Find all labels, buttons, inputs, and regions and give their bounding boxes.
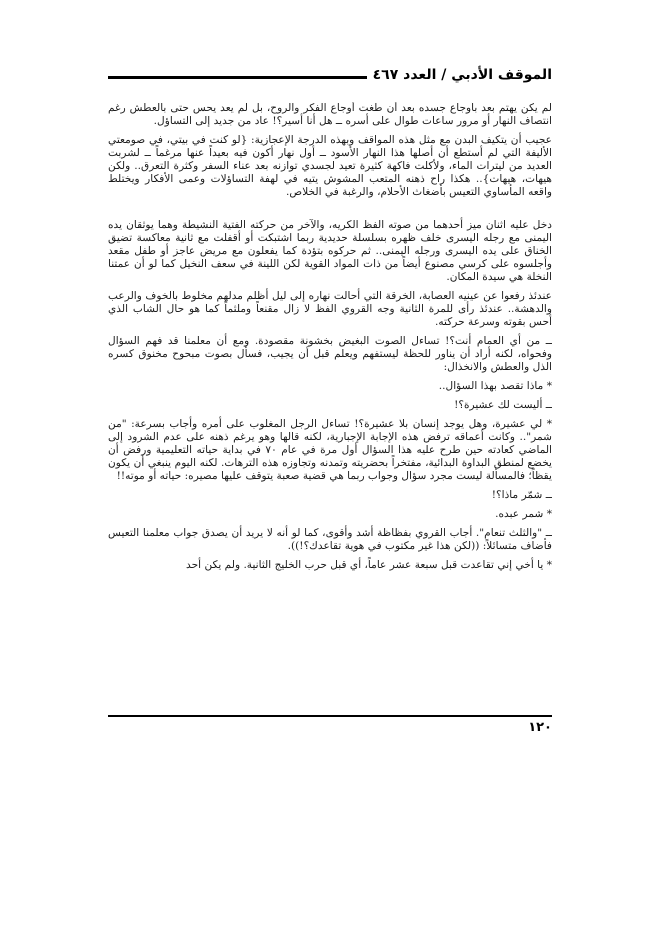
- dialogue-line: * يا أخي إني تقاعدت قبل سبعة عشر عاماً، أي قبل حرب الخليج الثانية. ولم يكن أحد: [186, 559, 552, 571]
- article-body: [108, 102, 552, 702]
- running-header: [108, 64, 552, 86]
- footer-rule: [108, 715, 552, 717]
- dialogue-line: * شمر عبده.: [495, 508, 552, 520]
- dialogue-line: * لي عشيرة، وهل يوجد إنسان بلا عشيرة؟! تساءل الرجل المغلوب على أمره وأجاب بسرعة: "من شمر".. وكانت أعماقه ترفض هذه الإجابة الإجبارية، لكنه قالها وهو يرغم ذهنه على عدم الشرود إلى الماضي كعادته حين طرح عليه هذا السؤال أول مرة في عام ٧٠ في بداية حياته التعليمية ورفض أن يخضع لمنطق البداوة البدائية، مفتخراً بحضريته وتمدنه وتجاوزه هذه الترهات. لكنه اليوم ينبغي أن يكون يقظاً؛ فالمسألة ليست مجرد سؤال وجواب ربما هي قضية صعبة يتوقف عليها مصيره: حياته أو موته!!: [108, 418, 552, 482]
- page-number: ١٢٠: [528, 720, 552, 735]
- paragraph: لم يكن يهتم بعد بأوجاع جسده بعد أن طغت أوجاع الفكر والروح، بل لم يعد يحس حتى بالعطش رغم انتصاف النهار أو مرور ساعات طوال على أسره ــ هل أنا أسير؟! عاد من جديد إلى التساؤل.: [108, 102, 552, 127]
- paragraph: عندئذ رفعوا عن عينيه العصابة، الخرقة التي أحالت نهاره إلى ليل أظلم مدلهم مخلوط بالخوف والرعب والدهشة.. عندئذ رأى للمرة الثانية وجه القروي الفظ لا زال مقنعاً وملثماً كما هو حال الشاب الذي أحس بقوته وسرعة حركته.: [108, 290, 552, 328]
- dialogue-line: ــ شمّر ماذا؟!: [491, 489, 552, 501]
- paragraph: عجيب أن يتكيف البدن مع مثل هذه المواقف وبهذه الدرجة الإعجازية: {لو كنت في بيتي، في صومعتي الأليفة التي لم أستطع أن أصلها هذا النهار الأسود ــ أول نهار أكون فيه بعيداً عنها مرغماً ــ لشربت العديد من ليترات الماء، ولأكلت فاكهة كثيرة تعيد لجسدي توازنه بعد عناء السفر وكثرة التعرق.. ولكن هيهات، هيهات}.. هكذا راح ذهنه المتعب المشوش يتيه في لهفة التساؤلات وعمى الأفكار ويختلط واقعه المأساوي التعيس بأضغاث الأحلام، والرغبة في الخلاص.: [108, 134, 552, 198]
- header-rule: [108, 76, 367, 79]
- dialogue-line: ــ من أي العمام أنت؟! تساءل الصوت البغيض بخشونة مقصودة. ومع أن معلمنا قد فهم السؤال وفحواه، لكنه أراد أن يناور للحظة ليستفهم ويعلم قبل أن يجيب، فسأل بصوت مبحوح مخنوق كسره الذل والعطش والانخذال:: [108, 335, 552, 373]
- dialogue-line: ــ أليست لك عشيرة؟!: [454, 399, 552, 411]
- journal-title: الموقف الأدبي / العدد ٤٦٧: [372, 67, 552, 83]
- dialogue-line: * ماذا تقصد بهذا السؤال..: [438, 380, 552, 392]
- paragraph: دخل عليه اثنان ميز أحدهما من صوته الفظ الكريه، والآخر من حركته الفتية النشيطة وهما يوثقان يده اليمنى مع رجله اليسرى خلف ظهره بسلسلة حديدية ربما اشتبكت أو أقفلت مع ثانية معاكسة تضيق الخناق على يده اليسرى ورجله اليمنى.. ثم حركوه بتؤدة كما يفعلون مع مريض عاجز أو طفل مقعد وأجلسوه على كرسي مصنوع أيضاً من ذات المواد القوية لكن اللينة في سعف النخيل كما لو أن عمتنا النخلة هي سيدة المكان.: [108, 219, 552, 283]
- dialogue-line: ــ "والثلث تنعام". أجاب القروي بفظاظة أشد وأقوى، كما لو أنه لا يريد أن يصدق جواب معلمنا التعيس فأضاف متسائلاً: ((لكن هذا غير مكتوب في هوية تقاعدك؟!)).: [108, 527, 552, 552]
